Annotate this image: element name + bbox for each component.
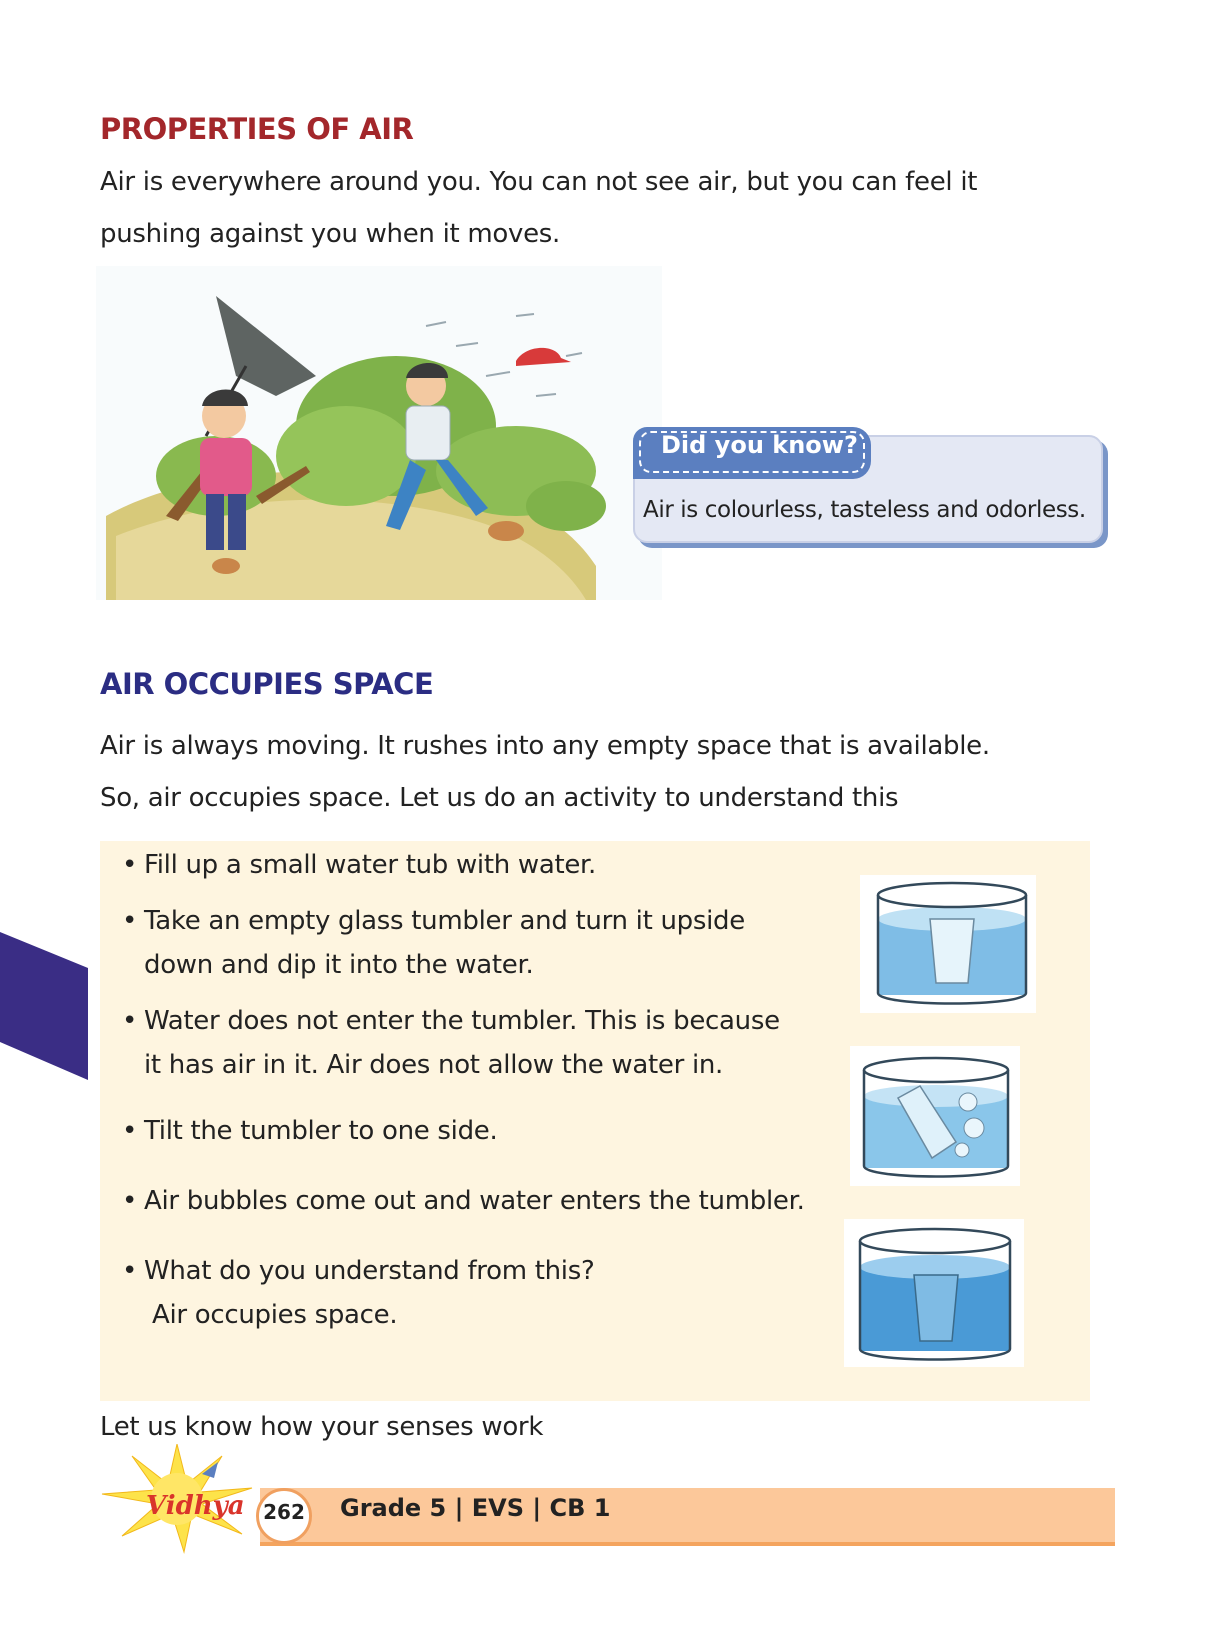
paragraph-line: pushing against you when it moves. <box>100 219 560 249</box>
paragraph-line: Air is always moving. It rushes into any empty space that is available. <box>100 731 990 761</box>
side-decoration-tab <box>0 932 88 1080</box>
bullet: • <box>122 906 138 936</box>
windy-scene-illustration <box>96 266 662 600</box>
properties-paragraph <box>100 156 1100 260</box>
closing-text: Let us know how your senses work <box>100 1412 544 1442</box>
tub-tumbler-water-filled-illustration <box>844 1219 1024 1367</box>
activity-step: • Air bubbles come out and water enters the tumbler. <box>122 1179 805 1223</box>
did-you-know-text: Air is colourless, tasteless and odorless. <box>643 497 1086 523</box>
vidhya-logo <box>92 1444 262 1554</box>
activity-step: • Fill up a small water tub with water. <box>122 843 596 887</box>
bullet: • <box>122 850 138 880</box>
activity-step: • Water does not enter the tumbler. This is because it has air in it. Air does not allow the water in. <box>122 999 780 1087</box>
activity-step: • Tilt the tumbler to one side. <box>122 1109 497 1153</box>
did-you-know-box <box>633 431 1105 543</box>
footer-label: Grade 5 | EVS | CB 1 <box>340 1494 611 1522</box>
activity-box <box>100 841 1090 1401</box>
page-number: 262 <box>263 1500 305 1524</box>
activity-step: • Take an empty glass tumbler and turn it upside down and dip it into the water. <box>122 899 745 987</box>
air-occupies-paragraph <box>100 720 1110 824</box>
tub-tilted-tumbler-illustration <box>850 1046 1020 1186</box>
did-you-know-tab <box>633 427 871 479</box>
did-you-know-title: Did you know? <box>661 431 858 459</box>
section-heading-air-occupies-space: AIR OCCUPIES SPACE <box>100 667 434 701</box>
bullet: • <box>122 1186 138 1216</box>
bullet: • <box>122 1256 138 1286</box>
paragraph-line: Air is everywhere around you. You can not see air, but you can feel it <box>100 167 978 197</box>
tub-upside-down-tumbler-illustration <box>860 875 1036 1013</box>
logo-text: Vidhya <box>146 1491 245 1521</box>
bullet: • <box>122 1116 138 1146</box>
section-heading-properties: PROPERTIES OF AIR <box>100 112 414 146</box>
bullet: • <box>122 1006 138 1036</box>
activity-step: • What do you understand from this? Air occupies space. <box>122 1249 594 1337</box>
paragraph-line: So, air occupies space. Let us do an activity to understand this <box>100 783 899 813</box>
